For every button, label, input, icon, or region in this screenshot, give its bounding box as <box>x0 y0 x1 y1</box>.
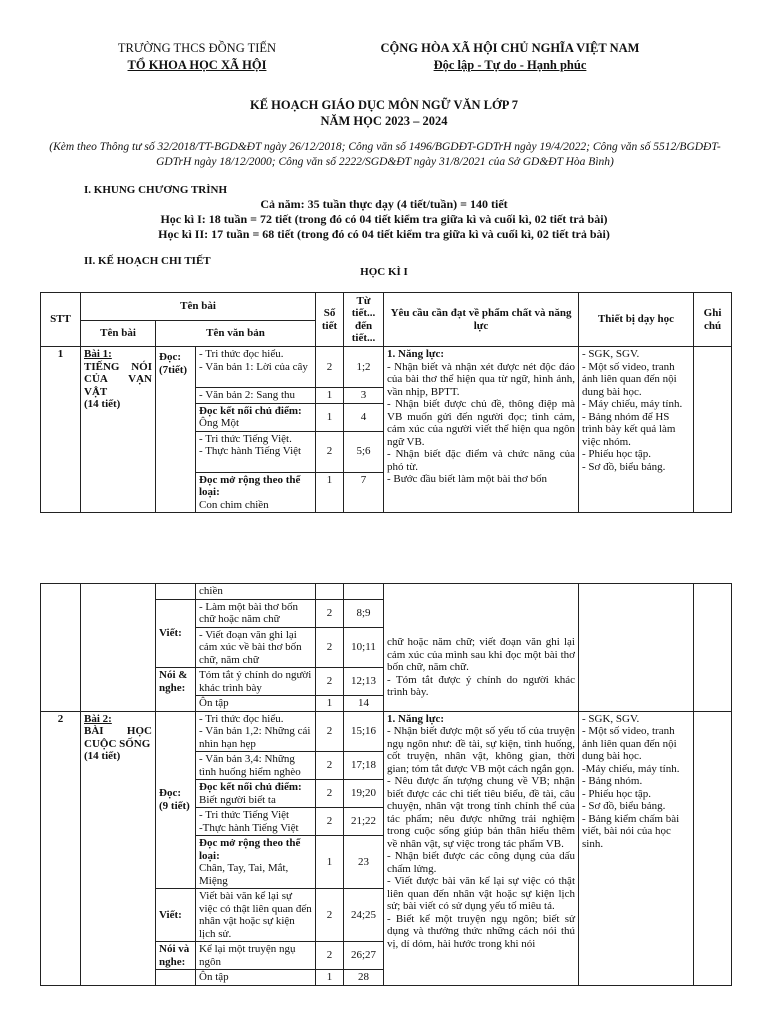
viet-text-2: - Viết đoạn văn ghi lại cảm xúc về bài thơ bốn chữ, năm chữ <box>196 627 316 668</box>
cont-thiet-bi <box>579 584 694 712</box>
section-2-heading: II. KẾ HOẠCH CHI TIẾT <box>84 255 211 267</box>
lesson-1-text-2: - Văn bản 2: Sang thu <box>196 388 316 404</box>
lesson-2-so-3: 2 <box>316 780 344 808</box>
lesson-2-text-5 <box>196 836 316 889</box>
cont-so <box>316 584 344 600</box>
header-ghi-chu: Ghi chú <box>694 293 732 347</box>
department-name: TỔ KHOA HỌC XÃ HỘI <box>127 58 267 72</box>
lesson-2-title: BÀI HỌC CUỘC SỐNG <box>84 725 152 750</box>
ontap-text: Ôn tập <box>196 696 316 712</box>
cont-tu <box>344 584 384 600</box>
lesson-1-tu-4: 5;6 <box>344 431 384 472</box>
lesson-2-periods: (14 tiết) <box>84 750 121 762</box>
thiet-bi-item: - Bảng nhóm. <box>582 775 643 787</box>
summary-year: Cả năm: 35 tuần thực dạy (4 tiết/tuần) = 140 tiết <box>260 197 508 211</box>
lesson-1-doc-label: Đọc: (7tiết) <box>156 347 196 513</box>
yeu-cau-item: chữ hoặc năm chữ; viết đoạn văn ghi lại cảm xúc của mình sau khi đọc một bài thơ bốn chữ, năm chữ. <box>387 636 575 673</box>
reference-note: (Kèm theo Thông tư số 32/2018/TT-BGD&ĐT ngày 26/12/2018; Công văn số 1496/BGDĐT-GDTrH ngày 19/4/2022; Công văn số 5512/BGDĐT-GDTrH ngày 18/12/2000; Công văn số 2222/SGD&ĐT ngày 31/8/2021 của Sở GD&ĐT Hòa Bình) <box>49 141 721 168</box>
thiet-bi-item: - Máy chiếu, máy tính. <box>582 398 683 410</box>
lesson-2-doc-label: Đọc: (9 tiết) <box>156 711 196 889</box>
lesson-2-tu-2: 17;18 <box>344 752 384 780</box>
thiet-bi-item: -Máy chiếu, máy tính. <box>582 762 680 775</box>
doc-ket-noi-title: Biết người biết ta <box>199 793 276 806</box>
lesson-2-tu-1: 15;16 <box>344 711 384 752</box>
header-yeu-cau: Yêu cầu cần đạt về phẩm chất và năng lực <box>384 293 579 347</box>
header-thiet-bi: Thiết bị dạy học <box>579 293 694 347</box>
doc-ket-noi-label: Đọc kết nối chủ điểm: <box>199 404 302 417</box>
lesson-2-text-4: - Tri thức Tiếng Việt -Thực hành Tiếng Việt <box>196 808 316 836</box>
lesson-1-name <box>81 347 156 513</box>
lesson-2-tu-5: 23 <box>344 836 384 889</box>
lesson-1-text-1: - Tri thức đọc hiểu. - Văn bản 1: Lời của cây <box>196 347 316 388</box>
header-so-tiet: Số tiết <box>316 293 344 347</box>
yeu-cau-item: - Nhận biết và nhận xét được nét độc đáo của bài thơ thể hiện qua từ ngữ, hình ảnh, vần nhịp, BPTT. <box>387 360 576 398</box>
title-line-2: NĂM HỌC 2023 – 2024 <box>320 114 448 128</box>
lesson-2-ghi-chu <box>694 711 732 985</box>
cont-text: chiền <box>196 584 316 600</box>
lesson-2-yeu-cau <box>384 711 579 985</box>
viet-so-1: 2 <box>316 599 344 627</box>
viet-label: Viết: <box>156 599 196 668</box>
table-row <box>41 347 732 388</box>
lesson-2-stt: 2 <box>41 711 81 985</box>
lesson-1-tu-5: 7 <box>344 472 384 513</box>
document-title <box>0 97 768 129</box>
ontap-tu: 14 <box>344 696 384 712</box>
lesson-1-yeu-cau <box>384 347 579 513</box>
lesson-2-viet-text: Viết bài văn kể lại sự việc có thật liên quan đến nhân vật hoặc sự kiện lịch sử. <box>196 889 316 942</box>
lesson-2-noi-text: Kể lại một truyện ngụ ngôn <box>196 942 316 970</box>
yeu-cau-item: - Nhận biết được chủ đề, thông điệp mà VB muốn gửi đến người đọc; tình cảm, cảm xúc của người viết thể hiện qua ngôn ngữ VB. <box>387 398 576 448</box>
yeu-cau-heading: 1. Năng lực: <box>387 712 445 725</box>
noi-so: 2 <box>316 668 344 696</box>
noi-text: Tóm tắt ý chính do người khác trình bày <box>196 668 316 696</box>
viet-text-1: - Làm một bài thơ bốn chữ hoặc năm chữ <box>196 599 316 627</box>
lesson-1-title: TIẾNG NÓI CỦA VẠN VẬT <box>84 360 152 398</box>
semester-heading: HỌC KÌ I <box>360 266 408 278</box>
doc-mo-rong-label: Đọc mở rộng theo thể loại: <box>199 473 301 498</box>
plan-table-page-2 <box>40 583 732 986</box>
viet-tu-2: 10;11 <box>344 627 384 668</box>
table-row <box>41 711 732 752</box>
cont-yeu-cau <box>384 584 579 712</box>
lesson-2-text-3 <box>196 780 316 808</box>
lesson-2-viet-label: Viết: <box>156 889 196 942</box>
section-1-heading: I. KHUNG CHƯƠNG TRÌNH <box>84 184 228 196</box>
lesson-2-text-2: - Văn bản 3,4: Những tình huống hiểm nghèo <box>196 752 316 780</box>
plan-table-page-1 <box>40 292 732 513</box>
thiet-bi-item: - SGK, SGV. <box>582 712 640 725</box>
yeu-cau-item: - Nhận biết được các công dụng của dấu chấm lửng. <box>387 850 575 875</box>
thiet-bi-item: - Một số video, tranh ảnh liên quan đến nội dung bài học. <box>582 360 677 398</box>
yeu-cau-heading: 1. Năng lực: <box>387 348 445 360</box>
lesson-2-viet-tu: 24;25 <box>344 889 384 942</box>
lesson-2-ontap-so: 1 <box>316 970 344 986</box>
lesson-2-ontap-tu: 28 <box>344 970 384 986</box>
title-line-1: KẾ HOẠCH GIÁO DỤC MÔN NGỮ VĂN LỚP 7 <box>249 98 519 112</box>
table-row <box>41 584 732 600</box>
program-summary <box>0 197 768 242</box>
lesson-1-text-4: - Tri thức Tiếng Việt. - Thực hành Tiếng Việt <box>196 431 316 472</box>
cont-doc-label <box>156 584 196 600</box>
lesson-2-name <box>81 711 156 985</box>
lesson-2-thiet-bi <box>579 711 694 985</box>
lesson-1-tu-3: 4 <box>344 403 384 431</box>
lesson-1-stt: 1 <box>41 347 81 513</box>
summary-semester-2: Học kì II: 17 tuần = 68 tiết (trong đó có 04 tiết kiểm tra giữa kì và cuối kì, 02 tiết trả bài) <box>158 227 610 241</box>
yeu-cau-item: - Nhận biết được một số yếu tố của truyện ngụ ngôn như: đề tài, sự kiện, tình huống, cốt truyện, nhân vật, không gian, thời gian; tóm tắt được VB một cách ngắn gọn. <box>387 725 575 775</box>
yeu-cau-item: - Nhận biết đặc điểm và chức năng của phó từ. <box>387 448 576 473</box>
thiet-bi-item: - Một số video, tranh ảnh liên quan đến nội dung bài học. <box>582 725 677 762</box>
lesson-1-so-3: 1 <box>316 403 344 431</box>
viet-tu-1: 8;9 <box>344 599 384 627</box>
lesson-2-viet-so: 2 <box>316 889 344 942</box>
doc-mo-rong-label: Đọc mở rộng theo thể loại: <box>199 837 301 862</box>
lesson-2-ontap-blank <box>156 970 196 986</box>
ontap-so: 1 <box>316 696 344 712</box>
lesson-2-so-4: 2 <box>316 808 344 836</box>
doc-ket-noi-title: Ông Một <box>199 417 240 429</box>
header-tu-tiet: Từ tiết... đến tiết... <box>344 293 384 347</box>
lesson-1-so-5: 1 <box>316 472 344 513</box>
cont-stt <box>41 584 81 712</box>
doc-mo-rong-title: Chân, Tay, Tai, Mắt, Miệng <box>199 862 289 887</box>
header-stt: STT <box>41 293 81 347</box>
header-ten-bai-group: Tên bài <box>81 293 316 321</box>
noi-label: Nói & nghe: <box>156 668 196 712</box>
summary-semester-1: Học kì I: 18 tuần = 72 tiết (trong đó có 04 tiết kiểm tra giữa kì và cuối kì, 02 tiết trả bài) <box>160 212 608 226</box>
lesson-1-tu-1: 1;2 <box>344 347 384 388</box>
lesson-1-so-2: 1 <box>316 388 344 404</box>
lesson-2-label: Bài 2: <box>84 712 112 725</box>
yeu-cau-item: - Bước đầu biết làm một bài thơ bốn <box>387 473 547 485</box>
school-name: TRƯỜNG THCS ĐỒNG TIẾN <box>117 41 277 55</box>
lesson-2-tu-3: 19;20 <box>344 780 384 808</box>
lesson-1-thiet-bi <box>579 347 694 513</box>
header-ten-van-ban: Tên văn bản <box>156 321 316 347</box>
lesson-1-text-5 <box>196 472 316 513</box>
lesson-1-ghi-chu <box>694 347 732 513</box>
lesson-2-so-2: 2 <box>316 752 344 780</box>
thiet-bi-item: - Sơ đồ, biểu bảng. <box>582 460 666 473</box>
lesson-2-noi-label: Nói và nghe: <box>156 942 196 970</box>
yeu-cau-item: - Nêu được ấn tượng chung về VB; nhận biết được các chi tiết tiêu biểu, đề tài, câu chuyện, nhân vật trong tính chỉnh thể của tác phẩm; nêu được những trải nghiệm trong cuộc sống giúp bản thân hiểu thêm về nhân vật, sự việc trong tác phẩm VB. <box>387 775 575 850</box>
national-header <box>330 40 690 74</box>
lesson-1-tu-2: 3 <box>344 388 384 404</box>
thiet-bi-item: - Bảng kiểm chấm bài viết, bài nói của học sinh. <box>582 812 680 850</box>
yeu-cau-item: - Tóm tắt được ý chính do người khác trình bày. <box>387 673 575 698</box>
thiet-bi-item: - Phiếu học tập. <box>582 448 652 460</box>
lesson-2-so-5: 1 <box>316 836 344 889</box>
yeu-cau-item: - Viết được bài văn kể lại sự việc có thật liên quan đến nhân vật hoặc sự kiện lịch sử; bài viết có sử dụng yếu tố miêu tả. <box>387 875 575 912</box>
lesson-2-noi-so: 2 <box>316 942 344 970</box>
lesson-2-tu-4: 21;22 <box>344 808 384 836</box>
national-title: CỘNG HÒA XÃ HỘI CHỦ NGHĨA VIỆT NAM <box>380 41 640 55</box>
lesson-2-ontap-text: Ôn tập <box>196 970 316 986</box>
lesson-1-text-3 <box>196 403 316 431</box>
lesson-2-noi-tu: 26;27 <box>344 942 384 970</box>
noi-tu: 12;13 <box>344 668 384 696</box>
lesson-1-label: Bài 1: <box>84 348 112 360</box>
thiet-bi-item: - Bảng nhóm để HS trình bày kết quả làm việc nhóm. <box>582 410 676 448</box>
doc-mo-rong-title: Con chim chiền <box>199 498 269 511</box>
school-header <box>72 40 322 74</box>
yeu-cau-item: - Biết kể một truyện ngụ ngôn; biết sử dụng và thưởng thức những cách nói thú vị, dí dỏm, hài hước trong khi nói <box>387 912 575 950</box>
viet-so-2: 2 <box>316 627 344 668</box>
cont-name <box>81 584 156 712</box>
thiet-bi-item: - Phiếu học tập. <box>582 787 652 800</box>
lesson-1-periods: (14 tiết) <box>84 398 121 410</box>
header-ten-bai: Tên bài <box>81 321 156 347</box>
thiet-bi-item: - SGK, SGV. <box>582 348 640 360</box>
lesson-2-text-1: - Tri thức đọc hiểu. - Văn bản 1,2: Những cái nhìn hạn hẹp <box>196 711 316 752</box>
cont-ghi-chu <box>694 584 732 712</box>
doc-ket-noi-label: Đọc kết nối chủ điểm: <box>199 781 302 793</box>
lesson-2-so-1: 2 <box>316 711 344 752</box>
thiet-bi-item: - Sơ đồ, biểu bảng. <box>582 800 666 812</box>
lesson-1-so-1: 2 <box>316 347 344 388</box>
national-motto: Độc lập - Tự do - Hạnh phúc <box>433 58 587 72</box>
lesson-1-so-4: 2 <box>316 431 344 472</box>
